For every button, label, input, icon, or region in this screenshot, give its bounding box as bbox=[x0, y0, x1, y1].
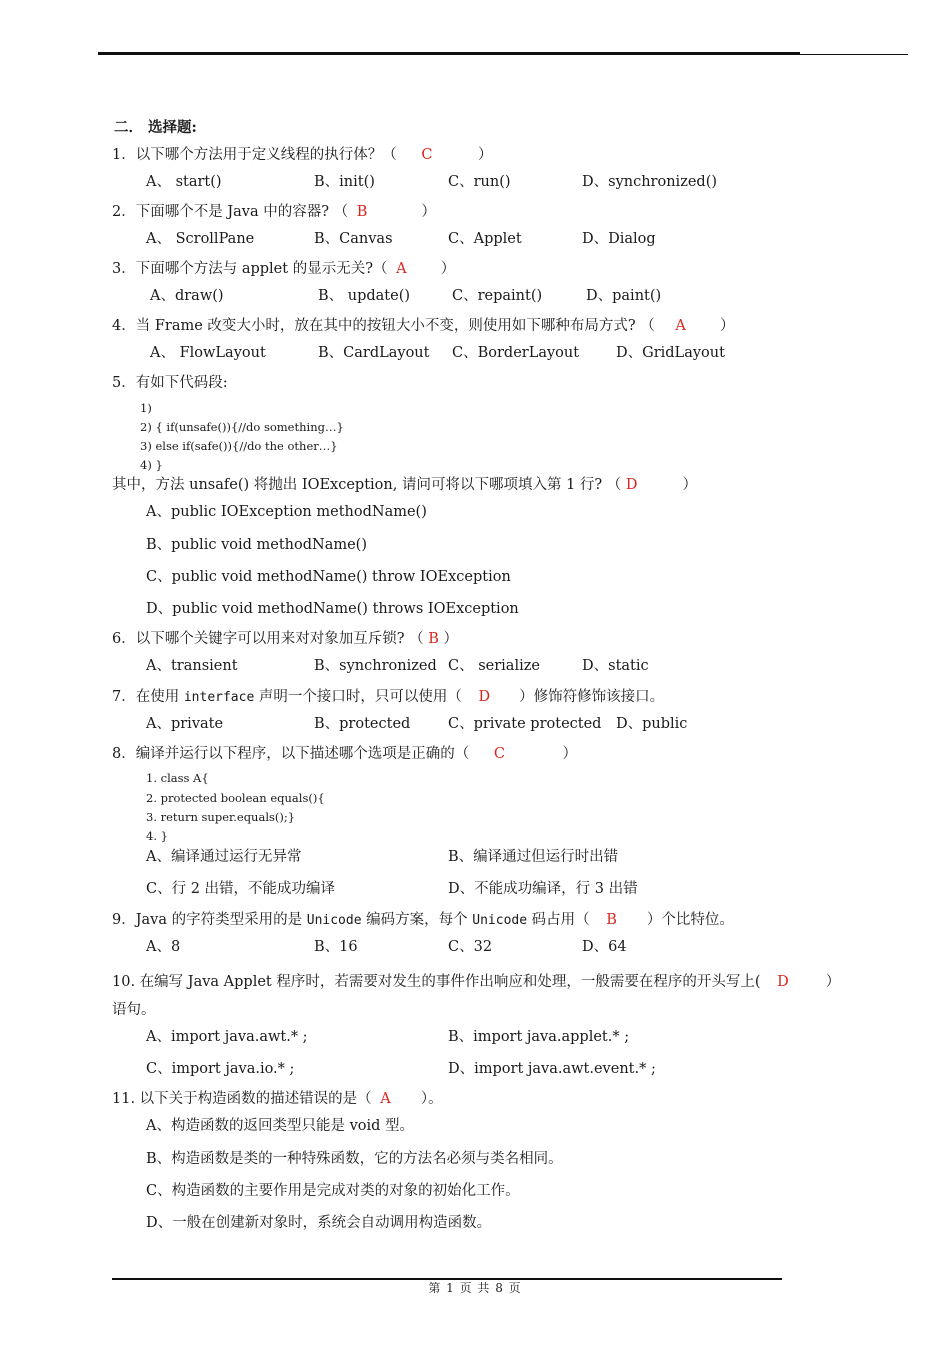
q9-option-d: D、64 bbox=[582, 939, 627, 955]
q9-option-b: B、16 bbox=[314, 939, 358, 955]
q3-option-c: C、repaint() bbox=[452, 288, 543, 304]
q8-code-line-4: 4. } bbox=[146, 829, 168, 843]
q1-option-a: A、 start() bbox=[146, 174, 222, 190]
q11-option-c: C、构造函数的主要作用是完成对类的对象的初始化工作。 bbox=[146, 1183, 520, 1199]
header-rule-thin bbox=[800, 54, 908, 55]
q10-option-b: B、import java.applet.* ; bbox=[448, 1029, 630, 1045]
q2-option-c: C、Applet bbox=[448, 231, 522, 247]
q8-option-c: C、行 2 出错，不能成功编译 bbox=[146, 881, 336, 897]
answer-10: D bbox=[777, 974, 789, 990]
q8-option-b: B、编译通过但运行时出错 bbox=[448, 849, 619, 865]
q3-option-a: A、draw() bbox=[150, 288, 224, 304]
answer-2: B bbox=[356, 204, 368, 220]
q8-code-line-2: 2. protected boolean equals(){ bbox=[146, 791, 325, 805]
answer-6: B bbox=[428, 631, 439, 647]
q10-option-d: D、import java.awt.event.* ; bbox=[448, 1061, 656, 1077]
q7-option-d: D、public bbox=[616, 716, 688, 732]
answer-4: A bbox=[675, 318, 686, 334]
q1-option-c: C、run() bbox=[448, 174, 511, 190]
q6-option-a: A、transient bbox=[146, 658, 238, 674]
q1-option-b: B、init() bbox=[314, 174, 375, 190]
question-8: 8．编译并运行以下程序，以下描述哪个选项是正确的（ C ） bbox=[112, 746, 577, 762]
q4-option-c: C、BorderLayout bbox=[452, 345, 580, 361]
question-3: 3．下面哪个方法与 applet 的显示无关?（ A ） bbox=[112, 261, 456, 277]
question-11: 11. 以下关于构造函数的描述错误的是（ A ）。 bbox=[112, 1091, 443, 1107]
q10-option-a: A、import java.awt.* ; bbox=[146, 1029, 308, 1045]
q5-code-line-3: 3) else if(safe()){//do the other…} bbox=[140, 439, 338, 453]
q5-option-a: A、public IOException methodName() bbox=[146, 504, 427, 520]
q1-option-d: D、synchronized() bbox=[582, 174, 718, 190]
question-2: 2．下面哪个不是 Java 中的容器? （ B ） bbox=[112, 204, 436, 220]
q10-option-c: C、import java.io.* ; bbox=[146, 1061, 295, 1077]
q3-option-b: B、 update() bbox=[318, 288, 411, 304]
question-10: 10. 在编写 Java Applet 程序时，若需要对发生的事件作出响应和处理，一般需要在程序的开头写上( D ） bbox=[112, 974, 841, 990]
question-1: 1．以下哪个方法用于定义线程的执行体？（ C ） bbox=[112, 147, 493, 163]
q5-option-c: C、public void methodName() throw IOException bbox=[146, 569, 511, 585]
q6-option-b: B、synchronized bbox=[314, 658, 437, 674]
answer-8: C bbox=[493, 746, 505, 762]
q5-code-line-2: 2) { if(unsafe()){//do something…} bbox=[140, 420, 344, 434]
answer-7: D bbox=[478, 689, 491, 705]
q5-option-b: B、public void methodName() bbox=[146, 537, 367, 553]
q11-option-b: B、构造函数是类的一种特殊函数，它的方法名必须与类名相同。 bbox=[146, 1151, 563, 1167]
q8-code-line-1: 1. class A{ bbox=[146, 771, 209, 785]
q9-option-c: C、32 bbox=[448, 939, 493, 955]
q7-option-a: A、private bbox=[146, 716, 224, 732]
question-7: 7．在使用 interface 声明一个接口时，只可以使用（ D ）修饰符修饰该接口。 bbox=[112, 689, 665, 705]
answer-5: D bbox=[625, 477, 638, 493]
q5-code-line-1: 1) bbox=[140, 401, 152, 415]
q2-option-a: A、 ScrollPane bbox=[146, 231, 255, 247]
q7-option-c: C、private protected bbox=[448, 716, 602, 732]
header-rule bbox=[98, 52, 800, 55]
q7-option-b: B、protected bbox=[314, 716, 411, 732]
question-6: 6．以下哪个关键字可以用来对对象加互斥锁? （ B ） bbox=[112, 631, 458, 647]
q6-option-d: D、static bbox=[582, 658, 649, 674]
question-5: 5．有如下代码段: bbox=[112, 375, 228, 391]
q8-option-a: A、编译通过运行无异常 bbox=[146, 849, 302, 865]
page-number: 第 1 页 共 8 页 bbox=[428, 1281, 522, 1295]
q8-option-d: D、不能成功编译，行 3 出错 bbox=[448, 881, 638, 897]
q9-option-a: A、8 bbox=[146, 939, 181, 955]
q3-option-d: D、paint() bbox=[586, 288, 662, 304]
q5-code-line-4: 4) } bbox=[140, 458, 163, 472]
q11-option-d: D、一般在创建新对象时，系统会自动调用构造函数。 bbox=[146, 1215, 492, 1231]
q5-option-d: D、public void methodName() throws IOException bbox=[146, 601, 519, 617]
question-9: 9．Java 的字符类型采用的是 Unicode 编码方案，每个 Unicode 码占用（ B ）个比特位。 bbox=[112, 912, 734, 928]
answer-9: B bbox=[606, 912, 617, 928]
answer-3: A bbox=[396, 261, 407, 277]
question-4: 4．当 Frame 改变大小时，放在其中的按钮大小不变，则使用如下哪种布局方式? （ A ） bbox=[112, 318, 735, 334]
q2-option-b: B、Canvas bbox=[314, 231, 393, 247]
q11-option-a: A、构造函数的返回类型只能是 void 型。 bbox=[146, 1118, 415, 1134]
section-title: 二． 选择题: bbox=[114, 119, 197, 136]
q2-option-d: D、Dialog bbox=[582, 231, 656, 247]
answer-11: A bbox=[380, 1091, 391, 1107]
question-10-cont: 语句。 bbox=[112, 1002, 156, 1018]
q6-option-c: C、 serialize bbox=[448, 658, 540, 674]
q8-code-line-3: 3. return super.equals();} bbox=[146, 810, 296, 824]
q4-option-a: A、 FlowLayout bbox=[150, 345, 266, 361]
answer-1: C bbox=[421, 147, 433, 163]
q4-option-d: D、GridLayout bbox=[616, 345, 725, 361]
question-5-prompt: 其中，方法 unsafe() 将抛出 IOException, 请问可将以下哪项填入第 1 行? （ D ） bbox=[112, 477, 698, 493]
q4-option-b: B、CardLayout bbox=[318, 345, 430, 361]
